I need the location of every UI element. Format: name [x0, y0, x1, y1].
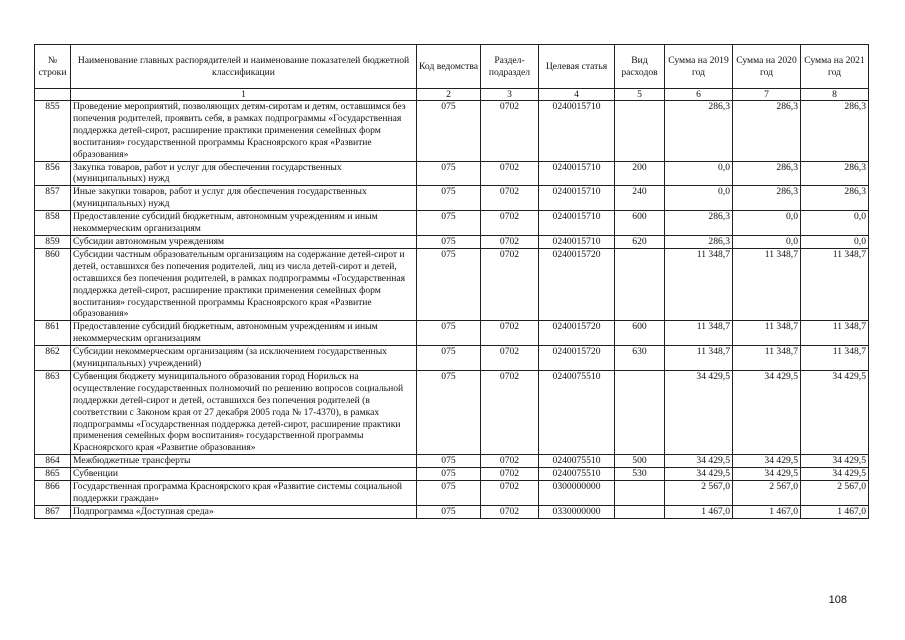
header-ved: Код ведомства [417, 45, 481, 89]
row-target: 0240015710 [539, 101, 615, 162]
row-sum-2020: 34 429,5 [733, 468, 801, 481]
row-number: 862 [35, 346, 71, 371]
row-sum-2021: 34 429,5 [801, 468, 869, 481]
table-row [35, 346, 869, 371]
row-ved: 075 [417, 101, 481, 162]
row-razdel: 0702 [481, 455, 539, 468]
row-razdel: 0702 [481, 186, 539, 211]
row-name: Закупка товаров, работ и услуг для обеспечения государственных (муниципальных) нужд [71, 161, 417, 186]
row-target: 0240015710 [539, 186, 615, 211]
row-vid: 600 [615, 321, 665, 346]
row-ved: 075 [417, 481, 481, 506]
header-2019: Сумма на 2019 год [665, 45, 733, 89]
row-ved: 075 [417, 455, 481, 468]
row-number: 860 [35, 248, 71, 320]
row-razdel: 0702 [481, 101, 539, 162]
row-sum-2021: 1 467,0 [801, 505, 869, 518]
row-name: Субсидии частным образовательным организациям на содержание детей-сирот и детей, оставшихся без попечения родителей, лиц из числа детей-сирот и детей, оставшихся без попечения родителей, в рамках подпрограммы «Государственная поддержка детей-сирот, расширение практики применения семейных форм воспитания» государственной программы Красноярского края «Развитие образования» [71, 248, 417, 320]
row-number: 857 [35, 186, 71, 211]
header-2020: Сумма на 2020 год [733, 45, 801, 89]
row-name: Предоставление субсидий бюджетным, автономным учреждениям и иным некоммерческим организациям [71, 211, 417, 236]
row-sum-2021: 286,3 [801, 101, 869, 162]
row-sum-2019: 34 429,5 [665, 468, 733, 481]
row-name: Предоставление субсидий бюджетным, автономным учреждениям и иным некоммерческим организациям [71, 321, 417, 346]
row-ved: 075 [417, 211, 481, 236]
row-name: Подпрограмма «Доступная среда» [71, 505, 417, 518]
table-row [35, 455, 869, 468]
row-vid: 500 [615, 455, 665, 468]
row-razdel: 0702 [481, 161, 539, 186]
row-name: Субвенции [71, 468, 417, 481]
row-razdel: 0702 [481, 370, 539, 454]
row-number: 863 [35, 370, 71, 454]
row-number: 859 [35, 235, 71, 248]
row-ved: 075 [417, 468, 481, 481]
row-target: 0240015710 [539, 211, 615, 236]
header-num: № строки [35, 45, 71, 89]
row-sum-2021: 11 348,7 [801, 346, 869, 371]
row-vid: 630 [615, 346, 665, 371]
row-name: Субсидии автономным учреждениям [71, 235, 417, 248]
column-number: 3 [481, 89, 539, 101]
row-sum-2019: 286,3 [665, 101, 733, 162]
header-name: Наименование главных распорядителей и наименование показателей бюджетной классификации [71, 45, 417, 89]
column-number: 1 [71, 89, 417, 101]
row-vid: 620 [615, 235, 665, 248]
row-number: 864 [35, 455, 71, 468]
row-number: 867 [35, 505, 71, 518]
row-number: 858 [35, 211, 71, 236]
row-sum-2020: 11 348,7 [733, 346, 801, 371]
row-sum-2020: 0,0 [733, 211, 801, 236]
row-sum-2020: 286,3 [733, 101, 801, 162]
header-target: Целевая статья [539, 45, 615, 89]
row-vid: 530 [615, 468, 665, 481]
row-ved: 075 [417, 346, 481, 371]
row-target: 0240015720 [539, 321, 615, 346]
row-target: 0240015720 [539, 248, 615, 320]
row-ved: 075 [417, 186, 481, 211]
row-name: Межбюджетные трансферты [71, 455, 417, 468]
table-row [35, 235, 869, 248]
row-sum-2020: 2 567,0 [733, 481, 801, 506]
row-sum-2019: 1 467,0 [665, 505, 733, 518]
row-vid [615, 248, 665, 320]
row-sum-2019: 11 348,7 [665, 248, 733, 320]
table-row [35, 468, 869, 481]
row-sum-2019: 286,3 [665, 211, 733, 236]
row-target: 0240075510 [539, 370, 615, 454]
row-vid: 600 [615, 211, 665, 236]
row-sum-2021: 286,3 [801, 161, 869, 186]
row-number: 855 [35, 101, 71, 162]
row-sum-2019: 11 348,7 [665, 346, 733, 371]
header-2021: Сумма на 2021 год [801, 45, 869, 89]
row-sum-2019: 0,0 [665, 186, 733, 211]
row-vid [615, 370, 665, 454]
table-row [35, 211, 869, 236]
row-sum-2020: 0,0 [733, 235, 801, 248]
row-target: 0240015710 [539, 235, 615, 248]
row-target: 0330000000 [539, 505, 615, 518]
row-sum-2021: 34 429,5 [801, 455, 869, 468]
row-sum-2019: 11 348,7 [665, 321, 733, 346]
row-sum-2020: 11 348,7 [733, 321, 801, 346]
row-sum-2020: 11 348,7 [733, 248, 801, 320]
column-number-row [35, 89, 869, 101]
row-target: 0240015720 [539, 346, 615, 371]
row-vid: 200 [615, 161, 665, 186]
row-name: Субвенция бюджету муниципального образования город Норильск на осуществление государственных полномочий по решению вопросов социальной поддержки детей-сирот и детей, оставшихся без попечения родителей (в соответствии с Законом края от 27 декабря 2005 года № 17-4370), в рамках подпрограммы «Государственная поддержка детей-сирот, расширение практики применения семейных форм воспитания» государственной программы Красноярского края «Развитие образования» [71, 370, 417, 454]
table-row [35, 505, 869, 518]
header-razdel: Раздел-подраздел [481, 45, 539, 89]
row-sum-2021: 0,0 [801, 235, 869, 248]
column-number: 8 [801, 89, 869, 101]
row-ved: 075 [417, 235, 481, 248]
row-razdel: 0702 [481, 321, 539, 346]
column-number: 6 [665, 89, 733, 101]
row-ved: 075 [417, 370, 481, 454]
row-name: Субсидии некоммерческим организациям (за исключением государственных (муниципальных) учреждений) [71, 346, 417, 371]
table-row [35, 370, 869, 454]
row-vid: 240 [615, 186, 665, 211]
row-ved: 075 [417, 248, 481, 320]
row-sum-2021: 11 348,7 [801, 321, 869, 346]
row-sum-2021: 286,3 [801, 186, 869, 211]
header-row [35, 45, 869, 89]
row-vid [615, 101, 665, 162]
row-name: Государственная программа Красноярского края «Развитие системы социальной поддержки граждан» [71, 481, 417, 506]
row-sum-2021: 34 429,5 [801, 370, 869, 454]
column-number: 5 [615, 89, 665, 101]
row-name: Проведение мероприятий, позволяющих детям-сиротам и детям, оставшимся без попечения родителей, проявить себя, в рамках подпрограммы «Государственная поддержка детей-сирот, расширение практики применения семейных форм воспитания» государственной программы Красноярского края «Развитие образования» [71, 101, 417, 162]
row-razdel: 0702 [481, 211, 539, 236]
table-row [35, 321, 869, 346]
table-row [35, 186, 869, 211]
row-target: 0240075510 [539, 455, 615, 468]
row-sum-2019: 286,3 [665, 235, 733, 248]
row-razdel: 0702 [481, 505, 539, 518]
row-razdel: 0702 [481, 235, 539, 248]
row-razdel: 0702 [481, 481, 539, 506]
row-sum-2020: 286,3 [733, 161, 801, 186]
row-ved: 075 [417, 321, 481, 346]
row-sum-2021: 0,0 [801, 211, 869, 236]
row-target: 0240075510 [539, 468, 615, 481]
header-vid: Вид расходов [615, 45, 665, 89]
row-number: 865 [35, 468, 71, 481]
row-number: 856 [35, 161, 71, 186]
row-sum-2021: 2 567,0 [801, 481, 869, 506]
table-row [35, 481, 869, 506]
budget-table [34, 44, 869, 519]
column-number: 4 [539, 89, 615, 101]
row-ved: 075 [417, 505, 481, 518]
column-number: 2 [417, 89, 481, 101]
row-sum-2021: 11 348,7 [801, 248, 869, 320]
row-sum-2020: 1 467,0 [733, 505, 801, 518]
row-sum-2019: 34 429,5 [665, 455, 733, 468]
row-sum-2019: 34 429,5 [665, 370, 733, 454]
table-row [35, 161, 869, 186]
row-vid [615, 481, 665, 506]
row-vid [615, 505, 665, 518]
row-number: 866 [35, 481, 71, 506]
column-number: 7 [733, 89, 801, 101]
row-sum-2020: 286,3 [733, 186, 801, 211]
row-number: 861 [35, 321, 71, 346]
row-razdel: 0702 [481, 346, 539, 371]
row-name: Иные закупки товаров, работ и услуг для обеспечения государственных (муниципальных) нужд [71, 186, 417, 211]
row-target: 0240015710 [539, 161, 615, 186]
table-row [35, 101, 869, 162]
row-target: 0300000000 [539, 481, 615, 506]
table-row [35, 248, 869, 320]
row-sum-2020: 34 429,5 [733, 370, 801, 454]
row-razdel: 0702 [481, 468, 539, 481]
row-sum-2019: 2 567,0 [665, 481, 733, 506]
row-razdel: 0702 [481, 248, 539, 320]
row-ved: 075 [417, 161, 481, 186]
row-sum-2019: 0,0 [665, 161, 733, 186]
page-number: 108 [828, 594, 847, 606]
row-sum-2020: 34 429,5 [733, 455, 801, 468]
